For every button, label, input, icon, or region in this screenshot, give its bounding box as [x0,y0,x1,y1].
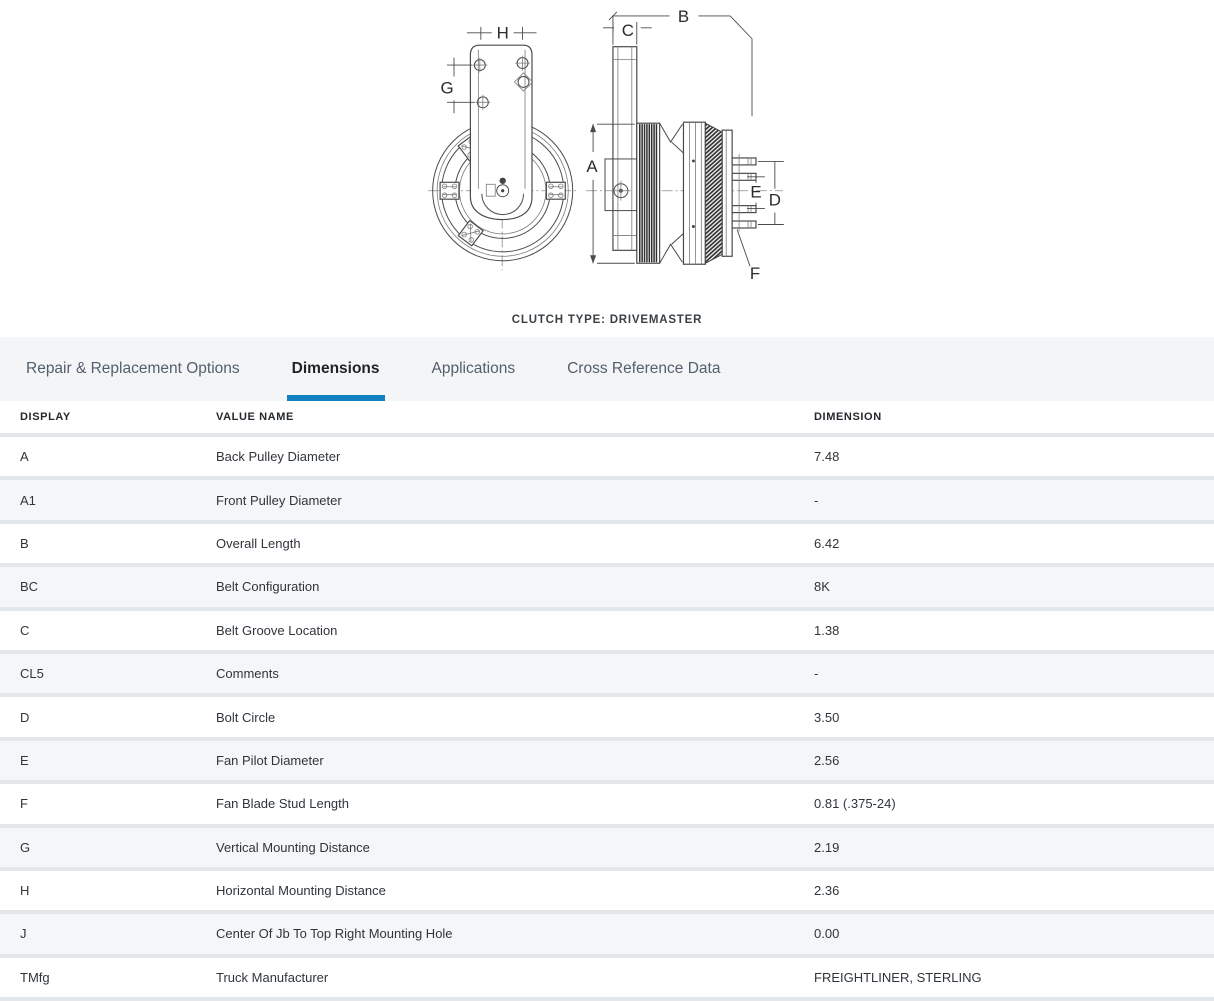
table-row [0,697,1214,740]
tab-applications[interactable] [406,337,542,401]
row-display: F [20,796,28,812]
row-dimension: - [814,666,819,682]
row-dimension: 2.19 [814,839,840,855]
column-header-value-name: VALUE NAME [216,411,294,423]
row-value-name: Bolt Circle [216,709,276,725]
table-row [0,524,1214,567]
row-display: CL5 [20,666,44,682]
clutch-diagram [412,2,797,300]
dim-label-f: F [749,264,761,284]
row-dimension: 7.48 [814,449,840,465]
row-value-name: Fan Blade Stud Length [216,796,349,812]
row-display: C [20,622,30,638]
dim-label-e: E [750,182,762,202]
table-row [0,828,1214,871]
row-display: A [20,449,29,465]
row-value-name: Belt Configuration [216,579,320,595]
dim-c [603,21,652,45]
row-value-name: Horizontal Mounting Distance [216,883,386,899]
row-value-name: Comments [216,666,279,682]
dim-label-h: H [496,23,509,43]
row-dimension: FREIGHTLINER, STERLING [814,969,982,985]
row-value-name: Overall Length [216,535,301,551]
row-display: B [20,535,29,551]
table-row [0,958,1214,1001]
row-dimension: - [814,492,819,508]
dim-label-a: A [586,156,598,176]
row-value-name: Vertical Mounting Distance [216,839,370,855]
dim-label-b: B [677,6,690,26]
dim-h [467,24,537,43]
tab-dimensions[interactable] [266,337,406,401]
table-header-row [0,401,1214,437]
dim-f [737,229,760,283]
row-dimension: 2.56 [814,752,840,768]
table-row [0,480,1214,523]
row-dimension: 8K [814,579,830,595]
row-value-name: Fan Pilot Diameter [216,752,324,768]
dim-e [747,177,765,209]
row-display: G [20,839,31,855]
dim-d [758,161,784,224]
row-display: H [20,883,30,899]
table-row [0,611,1214,654]
row-value-name: Center Of Jb To Top Right Mounting Hole [216,926,453,942]
row-dimension: 3.50 [814,709,840,725]
table-row [0,871,1214,914]
side-view [586,7,784,283]
column-header-display: DISPLAY [20,411,71,423]
table-row [0,741,1214,784]
tab-label: Dimensions [291,360,380,377]
row-value-name: Back Pulley Diameter [216,449,341,465]
row-display: D [20,709,30,725]
row-dimension: 1.38 [814,622,840,638]
table-row [0,914,1214,957]
clutch-type-caption: CLUTCH TYPE: DRIVEMASTER [511,314,703,326]
diagram-section [0,0,1214,337]
table-row [0,784,1214,827]
row-dimension: 0.81 (.375-24) [814,796,896,812]
tab-cross-reference-data[interactable] [541,337,746,401]
dim-g [440,58,474,114]
row-display: A1 [20,492,36,508]
table-row [0,437,1214,480]
column-header-dimension: DIMENSION [814,411,882,423]
row-display: E [20,752,29,768]
dim-label-c: C [621,20,634,40]
row-value-name: Truck Manufacturer [216,969,329,985]
dim-label-g: G [440,78,454,98]
front-view [428,24,578,270]
row-display: TMfg [20,969,50,985]
row-dimension: 6.42 [814,535,840,551]
tab-label: Cross Reference Data [567,360,721,377]
table-body [0,437,1214,1001]
tab-repair-replacement-options[interactable] [0,337,266,401]
row-dimension: 2.36 [814,883,840,899]
row-display: BC [20,579,39,595]
table-row [0,654,1214,697]
row-value-name: Belt Groove Location [216,622,338,638]
row-value-name: Front Pulley Diameter [216,492,342,508]
row-display: J [20,926,27,942]
tab-label: Applications [431,360,516,377]
dim-label-d: D [768,190,781,210]
tab-bar [0,337,1214,401]
tab-label: Repair & Replacement Options [26,360,240,377]
row-dimension: 0.00 [814,926,840,942]
table-row [0,567,1214,610]
dimensions-table [0,401,1214,1001]
